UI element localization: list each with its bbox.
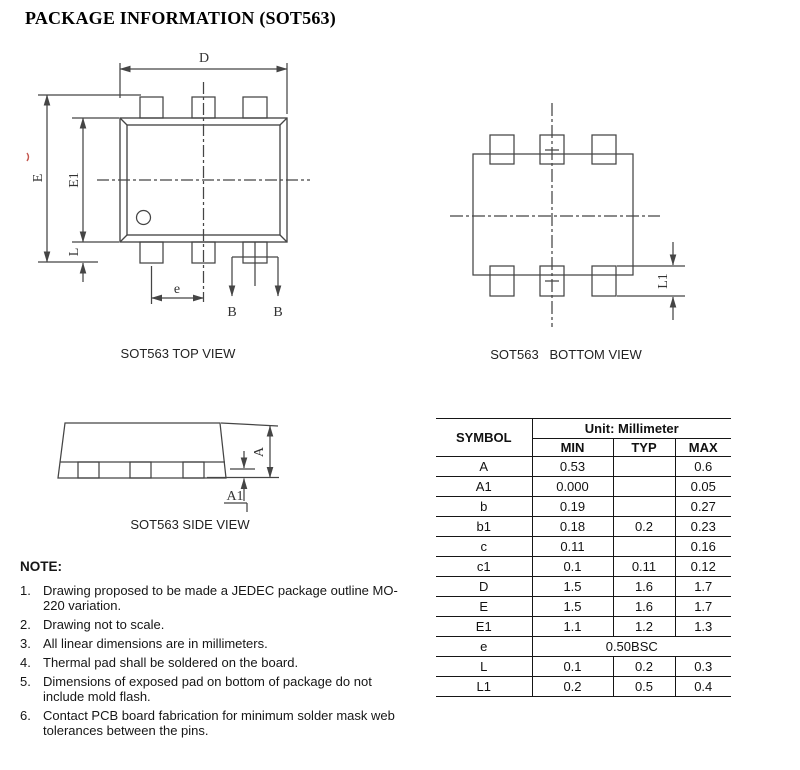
cell: D: [436, 577, 532, 597]
side-view-caption: SOT563 SIDE VIEW: [130, 517, 250, 532]
cell: 0.6: [675, 457, 731, 477]
cell: 0.000: [532, 477, 613, 497]
note-item: [20, 583, 414, 613]
header-max: MAX: [675, 439, 731, 457]
cell: 0.05: [675, 477, 731, 497]
cell: L: [436, 657, 532, 677]
dim-label-L1: L1: [656, 273, 671, 289]
cell: [613, 457, 675, 477]
table-row: [436, 677, 731, 697]
cell: 0.50BSC: [532, 637, 731, 657]
dim-label-e: e: [173, 282, 181, 297]
table-row: [436, 617, 731, 637]
cell: 0.4: [675, 677, 731, 697]
note-item: [20, 708, 414, 738]
cell: 1.7: [675, 577, 731, 597]
table-row: [436, 457, 731, 477]
dimension-L1-lines: [617, 242, 685, 320]
cell: b1: [436, 517, 532, 537]
table-row: [436, 637, 731, 657]
cell: 0.11: [532, 537, 613, 557]
section-B-B-lines: [232, 242, 278, 296]
note-text: Drawing not to scale.: [43, 617, 165, 632]
header-typ: TYP: [613, 439, 675, 457]
package-body: [58, 423, 226, 478]
cell: 0.19: [532, 497, 613, 517]
cell: 0.2: [532, 677, 613, 697]
cell: 0.27: [675, 497, 731, 517]
table-row: [436, 557, 731, 577]
cell: 0.2: [613, 517, 675, 537]
package-outline: [473, 154, 633, 275]
cell: [613, 497, 675, 517]
note-text: Dimensions of exposed pad on bottom of package do not include mold flash.: [43, 674, 372, 704]
scan-artifact: [27, 153, 29, 161]
dim-label-E1: E1: [67, 172, 82, 188]
table-row: [436, 577, 731, 597]
dimensions-table: [436, 418, 731, 697]
cell: 1.6: [613, 597, 675, 617]
section-label-B-right: B: [273, 305, 283, 320]
note-number: 4.: [20, 655, 31, 670]
note-item: [20, 674, 414, 704]
note-item: [20, 617, 414, 632]
cell: e: [436, 637, 532, 657]
cell: 0.53: [532, 457, 613, 477]
cell: 0.18: [532, 517, 613, 537]
note-text: Drawing proposed to be made a JEDEC package outline MO-220 variation.: [43, 583, 398, 613]
table-row: [436, 537, 731, 557]
cell: 1.2: [613, 617, 675, 637]
note-text: All linear dimensions are in millimeters.: [43, 636, 268, 651]
table-row: [436, 657, 731, 677]
cell: [613, 477, 675, 497]
note-text: Contact PCB board fabrication for minimum solder mask web tolerances between the pins.: [43, 708, 395, 738]
dim-label-E: E: [31, 173, 46, 183]
cell: 1.3: [675, 617, 731, 637]
cell: c: [436, 537, 532, 557]
cell: 1.7: [675, 597, 731, 617]
cell: 0.3: [675, 657, 731, 677]
dim-label-D: D: [198, 51, 210, 66]
note-text: Thermal pad shall be soldered on the board.: [43, 655, 299, 670]
cell: 0.23: [675, 517, 731, 537]
cell: L1: [436, 677, 532, 697]
cell: 0.5: [613, 677, 675, 697]
cell: A: [436, 457, 532, 477]
table-row: [436, 597, 731, 617]
cell: 1.5: [532, 577, 613, 597]
header-symbol: SYMBOL: [436, 419, 532, 457]
cell: c1: [436, 557, 532, 577]
cell: E1: [436, 617, 532, 637]
table-row: [436, 517, 731, 537]
notes-section: [20, 559, 414, 742]
header-min: MIN: [532, 439, 613, 457]
cell: 1.5: [532, 597, 613, 617]
pin1-indicator: [137, 211, 151, 225]
cell: E: [436, 597, 532, 617]
section-label-B-left: B: [227, 305, 237, 320]
cell: b: [436, 497, 532, 517]
note-item: [20, 636, 414, 651]
note-number: 2.: [20, 617, 31, 632]
bottom-view-drawing: [440, 90, 700, 340]
cell: 0.12: [675, 557, 731, 577]
page-title: PACKAGE INFORMATION (SOT563): [25, 8, 336, 28]
table-header-row-1: [436, 419, 731, 439]
note-item: [20, 655, 414, 670]
cell: 1.6: [613, 577, 675, 597]
cell: [613, 537, 675, 557]
bottom-view-caption: SOT563 BOTTOM VIEW: [490, 347, 642, 362]
note-number: 6.: [20, 708, 31, 723]
cell: 0.1: [532, 557, 613, 577]
cell: 0.16: [675, 537, 731, 557]
top-view-drawing: [20, 50, 330, 335]
cell: A1: [436, 477, 532, 497]
side-pins: [78, 462, 204, 478]
cell: 0.1: [532, 657, 613, 677]
table-row: [436, 477, 731, 497]
header-unit: Unit: Millimeter: [532, 419, 731, 439]
note-number: 1.: [20, 583, 31, 598]
note-number: 5.: [20, 674, 31, 689]
cell: 0.11: [613, 557, 675, 577]
cell: 0.2: [613, 657, 675, 677]
centerlines: [450, 103, 660, 327]
dim-label-L: L: [67, 247, 82, 257]
top-view-caption: SOT563 TOP VIEW: [120, 346, 236, 361]
dim-label-A1: A1: [226, 489, 244, 504]
cell: 1.1: [532, 617, 613, 637]
notes-heading: NOTE:: [20, 559, 62, 574]
dim-label-A: A: [252, 446, 267, 458]
table-row: [436, 497, 731, 517]
note-number: 3.: [20, 636, 31, 651]
side-view-drawing: [30, 405, 290, 517]
